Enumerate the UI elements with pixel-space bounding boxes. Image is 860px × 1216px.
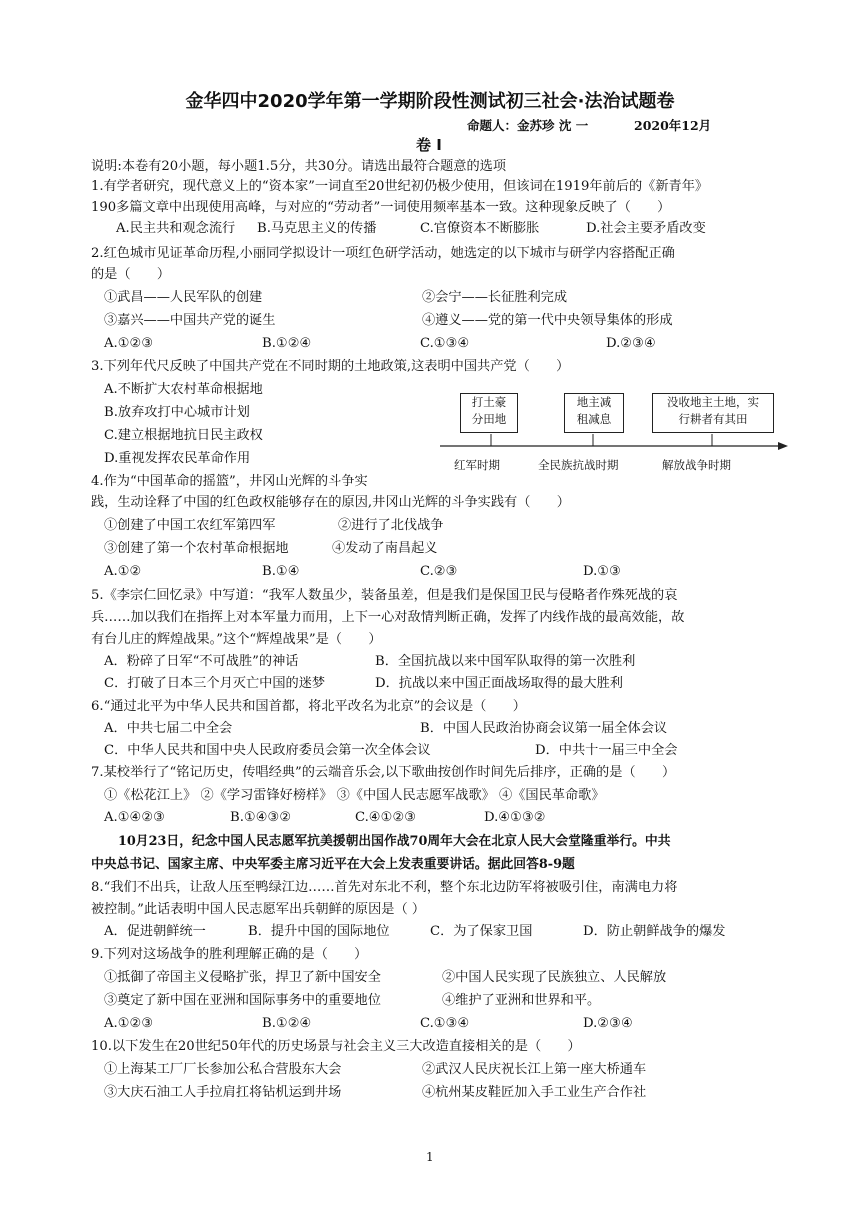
timeline-period-1: 红军时期: [454, 458, 500, 472]
q4-option-a: A.①②: [104, 564, 142, 579]
q5-stem-2: 兵……加以我们在指挥上对本军量力而用，上下一心对敌情判断正确，发挥了内线作战的最高效能，故: [91, 610, 685, 625]
q1-option-a: A.民主共和观念流行: [116, 221, 236, 236]
q4-item-4: ④发动了南昌起义: [332, 541, 438, 556]
q9-item-1: ①抵御了帝国主义侵略扩张，捍卫了新中国安全: [104, 970, 381, 985]
q6-stem: 6.“通过北平为中华人民共和国首都，将北平改名为北京”的会议是（ ）: [91, 699, 526, 714]
q3-option-a: A.不断扩大农村革命根据地: [104, 382, 263, 397]
timeline-box-liberation-line2: 行耕者有其田: [678, 412, 748, 426]
q8-option-d: D．防止朝鲜战争的爆发: [583, 924, 726, 939]
q10-item-4: ④杭州某皮鞋匠加入手工业生产合作社: [422, 1085, 647, 1100]
q4-item-2: ②进行了北伐战争: [338, 518, 444, 533]
timeline-box-red-army-line2: 分田地: [471, 412, 507, 426]
q7-items: ①《松花江上》 ②《学习雷锋好榜样》 ③《中国人民志愿军战歌》 ④《国民革命歌》: [104, 788, 605, 803]
q9-option-d: D.②③④: [583, 1016, 633, 1031]
q2-option-a: A.①②③: [104, 336, 154, 351]
q3-option-c: C.建立根据地抗日民主政权: [104, 428, 263, 443]
page-title: 金华四中2020学年第一学期阶段性测试初三社会·法治试题卷: [185, 91, 675, 112]
q3-stem: 3.下列年代尺反映了中国共产党在不同时期的土地政策,这表明中国共产党（ ）: [91, 359, 570, 374]
q4-item-3: ③创建了第一个农村革命根据地: [104, 541, 289, 556]
q4-option-b: B.①④: [262, 564, 300, 579]
q8-stem-1: 8.“我们不出兵，让敌人压至鸭绿江边……首先对东北不利，整个东北边防军将被吸引住，南满电力将: [91, 880, 678, 895]
q1-stem-1: 1.有学者研究，现代意义上的“资本家”一词直至20世纪初仍极少使用，但该词在1919年前后的《新青年》: [91, 179, 709, 194]
timeline-box-liberation-line1: 没收地主土地，实: [667, 395, 759, 409]
q8-option-b: B．提升中国的国际地位: [248, 924, 390, 939]
q9-option-b: B.①②④: [262, 1016, 312, 1031]
material-line-1: 10月23日，纪念中国人民志愿军抗美援朝出国作战70周年大会在北京人民大会堂隆重举行。中共: [118, 834, 671, 849]
timeline-box-anti-japanese: [564, 393, 624, 433]
q9-item-4: ④维护了亚洲和世界和平。: [442, 993, 601, 1008]
q9-stem: 9.下列对这场战争的胜利理解正确的是（ ）: [91, 947, 368, 962]
land-policy-timeline: [440, 385, 790, 480]
q5-option-a: A．粉碎了日军“不可战胜”的神话: [104, 654, 299, 669]
q7-option-a: A.①④②③: [104, 810, 166, 825]
q1-stem-2: 190多篇文章中出现使用高峰，与对应的“劳动者”一词使用频率基本一致。这种现象反映了（ ）: [91, 200, 671, 215]
q7-option-d: D.④①③②: [484, 810, 546, 825]
q5-option-c: C．打破了日本三个月灭亡中国的迷梦: [104, 676, 326, 691]
date-line: 2020年12月: [634, 118, 712, 133]
q9-option-c: C.①③④: [420, 1016, 470, 1031]
q10-item-1: ①上海某工厂厂长参加公私合营股东大会: [104, 1062, 342, 1077]
q3-option-d: D.重视发挥农民革命作用: [104, 451, 251, 466]
q7-stem: 7.某校举行了“铭记历史，传唱经典”的云端音乐会,以下歌曲按创作时间先后排序，正确的是（ ）: [91, 765, 676, 780]
q4-stem-2: 践，生动诠释了中国的红色政权能够存在的原因,井冈山光辉的斗争实践有（ ）: [91, 495, 570, 510]
timeline-period-2: 全民族抗战时期: [538, 458, 619, 472]
q2-item-2: ②会宁——长征胜利完成: [422, 290, 568, 305]
q3-option-b: B.放弃攻打中心城市计划: [104, 405, 250, 420]
timeline-box-red-army: [460, 393, 518, 433]
q1-option-d: D.社会主要矛盾改变: [586, 221, 706, 236]
q8-option-c: C．为了保家卫国: [430, 924, 533, 939]
q2-option-b: B.①②④: [262, 336, 312, 351]
q2-option-d: D.②③④: [606, 336, 656, 351]
q1-option-b: B.马克思主义的传播: [257, 221, 377, 236]
q2-option-c: C.①③④: [420, 336, 470, 351]
q2-stem-2: 的是（ ）: [91, 267, 171, 282]
q6-option-d: D．中共十一届三中全会: [535, 743, 678, 758]
q2-item-4: ④遵义——党的第一代中央领导集体的形成: [422, 313, 673, 328]
q7-option-c: C.④①②③: [355, 810, 417, 825]
q4-stem-1: 4.作为“中国革命的摇篮”，井冈山光辉的斗争实: [91, 474, 368, 489]
q2-item-1: ①武昌——人民军队的创建: [104, 290, 263, 305]
q5-stem-3: 有台儿庄的辉煌战果。”这个“辉煌战果”是（ ）: [91, 632, 382, 647]
section-title: 卷 I: [416, 136, 442, 154]
q9-option-a: A.①②③: [104, 1016, 154, 1031]
q10-item-3: ③大庆石油工人手拉肩扛将钻机运到井场: [104, 1085, 342, 1100]
q9-item-3: ③奠定了新中国在亚洲和国际事务中的重要地位: [104, 993, 381, 1008]
author-line: 命题人：金苏珍 沈 一: [467, 118, 589, 133]
q8-option-a: A．促进朝鲜统一: [104, 924, 206, 939]
q9-item-2: ②中国人民实现了民族独立、人民解放: [442, 970, 667, 985]
q1-option-c: C.官僚资本不断膨胀: [420, 221, 540, 236]
q6-option-c: C．中华人民共和国中央人民政府委员会第一次全体会议: [104, 743, 431, 758]
q10-item-2: ②武汉人民庆祝长江上第一座大桥通车: [422, 1062, 647, 1077]
q5-option-d: D．抗战以来中国正面战场取得的最大胜利: [375, 676, 623, 691]
q4-option-d: D.①③: [583, 564, 621, 579]
q5-option-b: B．全国抗战以来中国军队取得的第一次胜利: [375, 654, 636, 669]
q2-item-3: ③嘉兴——中国共产党的诞生: [104, 313, 276, 328]
material-line-2: 中央总书记、国家主席、中央军委主席习近平在大会上发表重要讲话。据此回答8-9题: [91, 857, 575, 872]
q4-option-c: C.②③: [420, 564, 458, 579]
timeline-box-liberation: [652, 393, 774, 433]
q7-option-b: B.①④③②: [230, 810, 292, 825]
q4-item-1: ①创建了中国工农红军第四军: [104, 518, 276, 533]
q8-stem-2: 被控制。”此话表明中国人民志愿军出兵朝鲜的原因是（ ）: [91, 902, 426, 917]
q10-stem: 10.以下发生在20世纪50年代的历史场景与社会主义三大改造直接相关的是（ ）: [91, 1039, 581, 1054]
q6-option-b: B．中国人民政治协商会议第一届全体会议: [420, 721, 668, 736]
timeline-box-anti-japanese-line1: 地主减: [576, 395, 612, 409]
q2-stem-1: 2.红色城市见证革命历程,小丽同学拟设计一项红色研学活动，她选定的以下城市与研学内容搭配正确: [91, 246, 675, 261]
q5-stem-1: 5.《李宗仁回忆录》中写道：“我军人数虽少，装备虽差，但是我们是保国卫民与侵略者作殊死战的哀: [91, 588, 678, 603]
page-number: 1: [426, 1150, 434, 1164]
timeline-box-red-army-line1: 打土豪: [471, 395, 507, 409]
instructions: 说明:本卷有20小题，每小题1.5分，共30分。请选出最符合题意的选项: [91, 159, 507, 174]
q6-option-a: A．中共七届二中全会: [104, 721, 233, 736]
timeline-box-anti-japanese-line2: 租减息: [576, 412, 612, 426]
timeline-period-3: 解放战争时期: [662, 458, 731, 472]
